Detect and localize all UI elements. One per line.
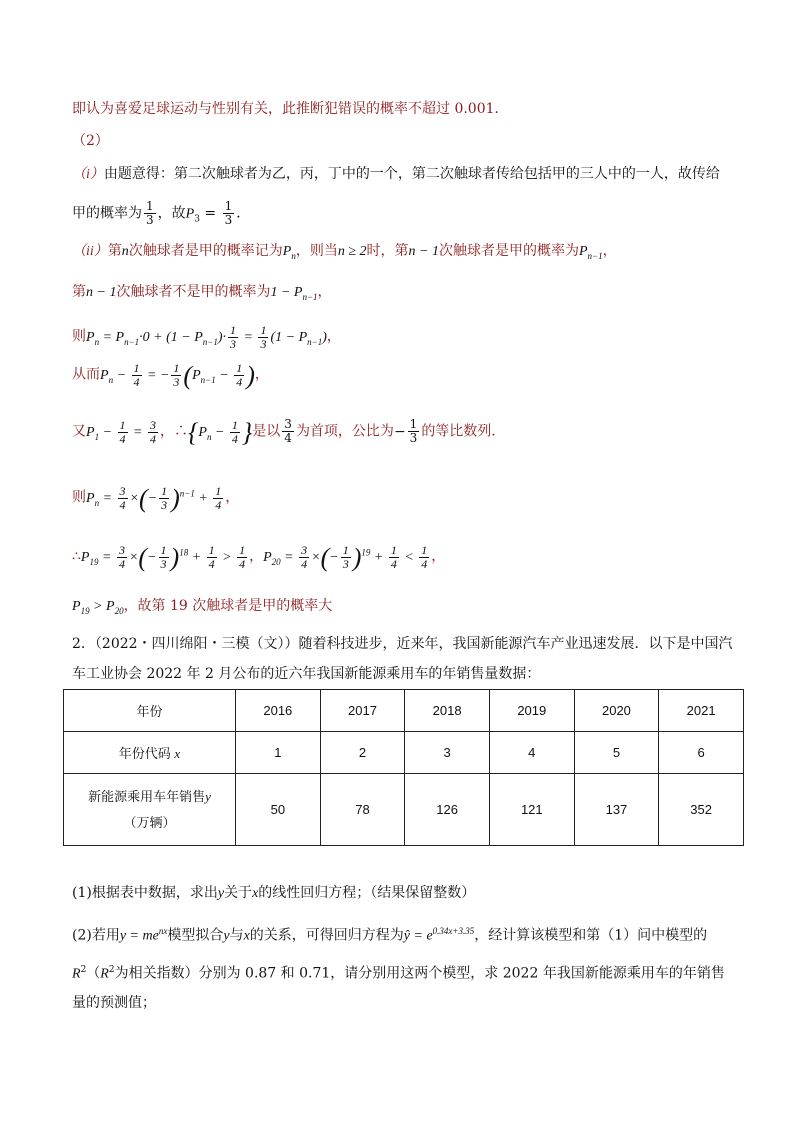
- thus-line: [72, 362, 746, 390]
- cond-n: n ≥ 2: [337, 244, 367, 259]
- q2-e: ，经计算该模型和第（1）问中模型的: [474, 927, 708, 944]
- p19-expr: $P_{19}$ = $\frac{3}{4}$ ×(− $\frac{1}{3}$ )$^{18}$ + $\frac{1}{4}$ > $\frac{1}{4}$: [80, 542, 246, 572]
- t2: 次触球者是甲的概率记为: [128, 243, 283, 259]
- q1-a: (1)根据表中数据，求出: [72, 885, 218, 901]
- formula-expr: $P_n$ = $\frac{3}{4}$ ×(− $\frac{1}{3}$ )$^{n-1}$ + $\frac{1}{4}$: [86, 483, 222, 513]
- var-n-minus-1: n − 1: [408, 244, 439, 259]
- table-cell: [64, 774, 236, 846]
- p19-gt-p20: $P_{19} > P_{20}$: [72, 599, 124, 616]
- table-cell: 2016: [236, 690, 321, 732]
- part2-label-text: （2）: [72, 133, 109, 149]
- equals: =: [199, 205, 221, 222]
- problem2-text-2: 车工业协会 2022 年 2 月公布的近六年我国新能源乘用车的年销售量数据：: [72, 666, 541, 682]
- prefix: 则: [72, 489, 86, 506]
- q2-d: 的关系，可得回归方程为: [249, 927, 404, 944]
- t1: 第: [72, 284, 86, 300]
- end: ，: [431, 548, 446, 565]
- table-cell: 年份: [64, 690, 236, 732]
- q2-line3-text: 量的预测值；: [72, 995, 156, 1011]
- pn1-symbol: $P_{n-1}$: [578, 244, 603, 261]
- fraction-one-third: $\frac{1}{3}$: [146, 199, 154, 227]
- therefore: ∴: [72, 548, 81, 565]
- question-1: [72, 883, 746, 904]
- question-2-line3: [72, 993, 746, 1013]
- final-text: ，故第 19 次触球者是甲的概率大: [123, 598, 333, 614]
- table-cell: 4: [489, 732, 574, 774]
- table-cell: 137: [574, 774, 659, 846]
- table-cell: 352: [659, 774, 744, 846]
- var-n-minus-1: n − 1: [86, 285, 117, 300]
- label-b: （万辆）: [123, 814, 176, 830]
- eq-sup: 0.34x+3.35: [432, 926, 475, 936]
- table-cell: 2020: [574, 690, 659, 732]
- sub-i-line2: [72, 200, 746, 229]
- sequence-expr: {$P_n$ − $\frac{1}{4}$ }: [187, 417, 253, 447]
- pn-symbol: $P_n$: [282, 244, 296, 261]
- table-cell: 1: [236, 732, 321, 774]
- q1-c: 的线性回归方程；（结果保留整数）: [258, 885, 476, 901]
- table-cell: 2017: [320, 690, 405, 732]
- q2-c: 与: [229, 927, 244, 944]
- sub-i-text-c: ，故: [157, 205, 186, 222]
- table-cell: 3: [405, 732, 490, 774]
- var-y: y: [217, 886, 225, 901]
- var-y: y: [223, 928, 230, 944]
- t2: 为首项，公比为: [295, 423, 394, 440]
- sub-i-text-a: 由题意得：第二次触球者为乙，丙，丁中的一个，第二次触球者传给包括甲的三人中的一人，故传给: [103, 166, 720, 182]
- table-row: [64, 732, 744, 774]
- var-x: x: [252, 886, 259, 901]
- conclusion-line: [72, 99, 746, 119]
- r-sup: 2: [80, 965, 87, 975]
- compare-line: [72, 542, 746, 571]
- part2-label: [72, 131, 746, 151]
- r-symbol: R: [100, 966, 109, 982]
- p3-symbol: P: [185, 206, 195, 222]
- var-x: x: [243, 928, 250, 944]
- ratio: − $\frac{1}{3}$: [393, 417, 418, 445]
- prefix: 从而: [72, 366, 100, 383]
- table-cell: 126: [405, 774, 490, 846]
- table-cell: 2: [320, 732, 405, 774]
- q2-b: 模型拟合: [167, 927, 224, 944]
- problem2-line1: [72, 634, 746, 654]
- t3: ，则当: [295, 243, 338, 259]
- label-a: 新能源乘用车年销售: [88, 788, 206, 804]
- sales-table: [63, 689, 744, 846]
- table-cell: 50: [236, 774, 321, 846]
- table-cell: 121: [489, 774, 574, 846]
- prefix: 则: [72, 328, 86, 345]
- formula-line: [72, 483, 746, 512]
- sub-ii-label: （ii）: [72, 244, 108, 259]
- thus-expr: $P_n$ − $\frac{1}{4}$ = − $\frac{1}{3}$ ($P_{n-1}$ − $\frac{1}{4}$ ): [100, 360, 255, 390]
- fraction-three-quarters: $\frac{3}{4}$: [284, 417, 292, 445]
- t3: 的等比数列．: [421, 423, 506, 440]
- final-line: [72, 596, 746, 621]
- sub-ii-line: [72, 241, 746, 266]
- t1: 第: [107, 243, 122, 259]
- table-cell: 2019: [489, 690, 574, 732]
- paren-open: （: [86, 965, 101, 982]
- recurrence-line: [72, 324, 746, 352]
- var-n: n: [121, 244, 129, 259]
- table-header-row: [64, 690, 744, 732]
- table-cell: 5: [574, 732, 659, 774]
- table-row: [64, 774, 744, 846]
- t5: 次触球者是甲的概率为: [438, 243, 579, 259]
- mid: ，∴: [159, 423, 188, 440]
- p3-subscript: 3: [194, 214, 200, 225]
- problem2-text-1: 2．（2022・四川绵阳・三模（文））随着科技进步，近来年，我国新能源汽车产业迅速发展．以下是中国汽: [72, 636, 733, 652]
- period: ．: [236, 205, 251, 222]
- sub-i-line1: [72, 164, 746, 185]
- question-2-line1: [72, 921, 746, 947]
- q2-line2-text: 为相关指数）分别为 0.87 和 0.71，请分别用这两个模型，求 2022 年我国新能源乘用车的年销售: [114, 965, 725, 982]
- t6: ，: [602, 243, 617, 259]
- var: y: [205, 788, 211, 804]
- t1: 是以: [252, 423, 281, 440]
- model: y = me: [119, 928, 159, 944]
- question-2-line2: [72, 960, 746, 985]
- t4: 时，第: [366, 243, 409, 259]
- p1-expr: $P_1$ − $\frac{1}{4}$ = $\frac{3}{4}$: [86, 417, 156, 446]
- expr: 1 − P: [270, 285, 303, 300]
- t2: 次触球者不是甲的概率为: [116, 284, 271, 300]
- fraction-one-third-2: $\frac{1}{3}$: [224, 199, 233, 227]
- var: x: [174, 746, 181, 761]
- end: ，: [225, 489, 240, 506]
- r-sup: 2: [108, 965, 115, 975]
- y-hat: ŷ = e: [403, 928, 433, 944]
- end: ，: [317, 284, 332, 300]
- q2-a: (2)若用: [72, 927, 120, 944]
- end: ，: [326, 328, 341, 345]
- problem2-line2: [72, 664, 746, 684]
- table-cell: [64, 732, 236, 774]
- sub-i-text-b: 甲的概率为: [72, 205, 142, 222]
- recurrence-expr: $P_n = P_{n-1}\cdot 0 + (1 - P_{n-1})\cdot$ $\frac{1}{3}$ = $\frac{1}{3}$ $(1 - P_{n-1})$: [86, 323, 327, 351]
- p20-expr: $P_{20}$ = $\frac{3}{4}$ ×(− $\frac{1}{3}$ )$^{19}$ + $\frac{1}{4}$ < $\frac{1}{4}$: [263, 542, 428, 572]
- sub-i-label: （i）: [72, 167, 104, 182]
- table-cell: 2018: [405, 690, 490, 732]
- end: ，: [254, 366, 269, 383]
- q1-b: 关于: [224, 885, 253, 901]
- comma: ，: [249, 548, 264, 565]
- conclusion-text: 即认为喜爱足球运动与性别有关，此推断犯错误的概率不超过 0.001．: [72, 101, 509, 117]
- expr-sub: n−1: [302, 291, 318, 302]
- r-symbol: R: [72, 966, 81, 982]
- table-cell: 2021: [659, 690, 744, 732]
- prefix: 又: [72, 423, 86, 440]
- table-cell: 78: [320, 774, 405, 846]
- table-cell: 6: [659, 732, 744, 774]
- also-line: [72, 418, 746, 446]
- not-jia-line: [72, 282, 746, 307]
- model-sup: nx: [158, 926, 168, 936]
- label: 年份代码: [118, 746, 171, 761]
